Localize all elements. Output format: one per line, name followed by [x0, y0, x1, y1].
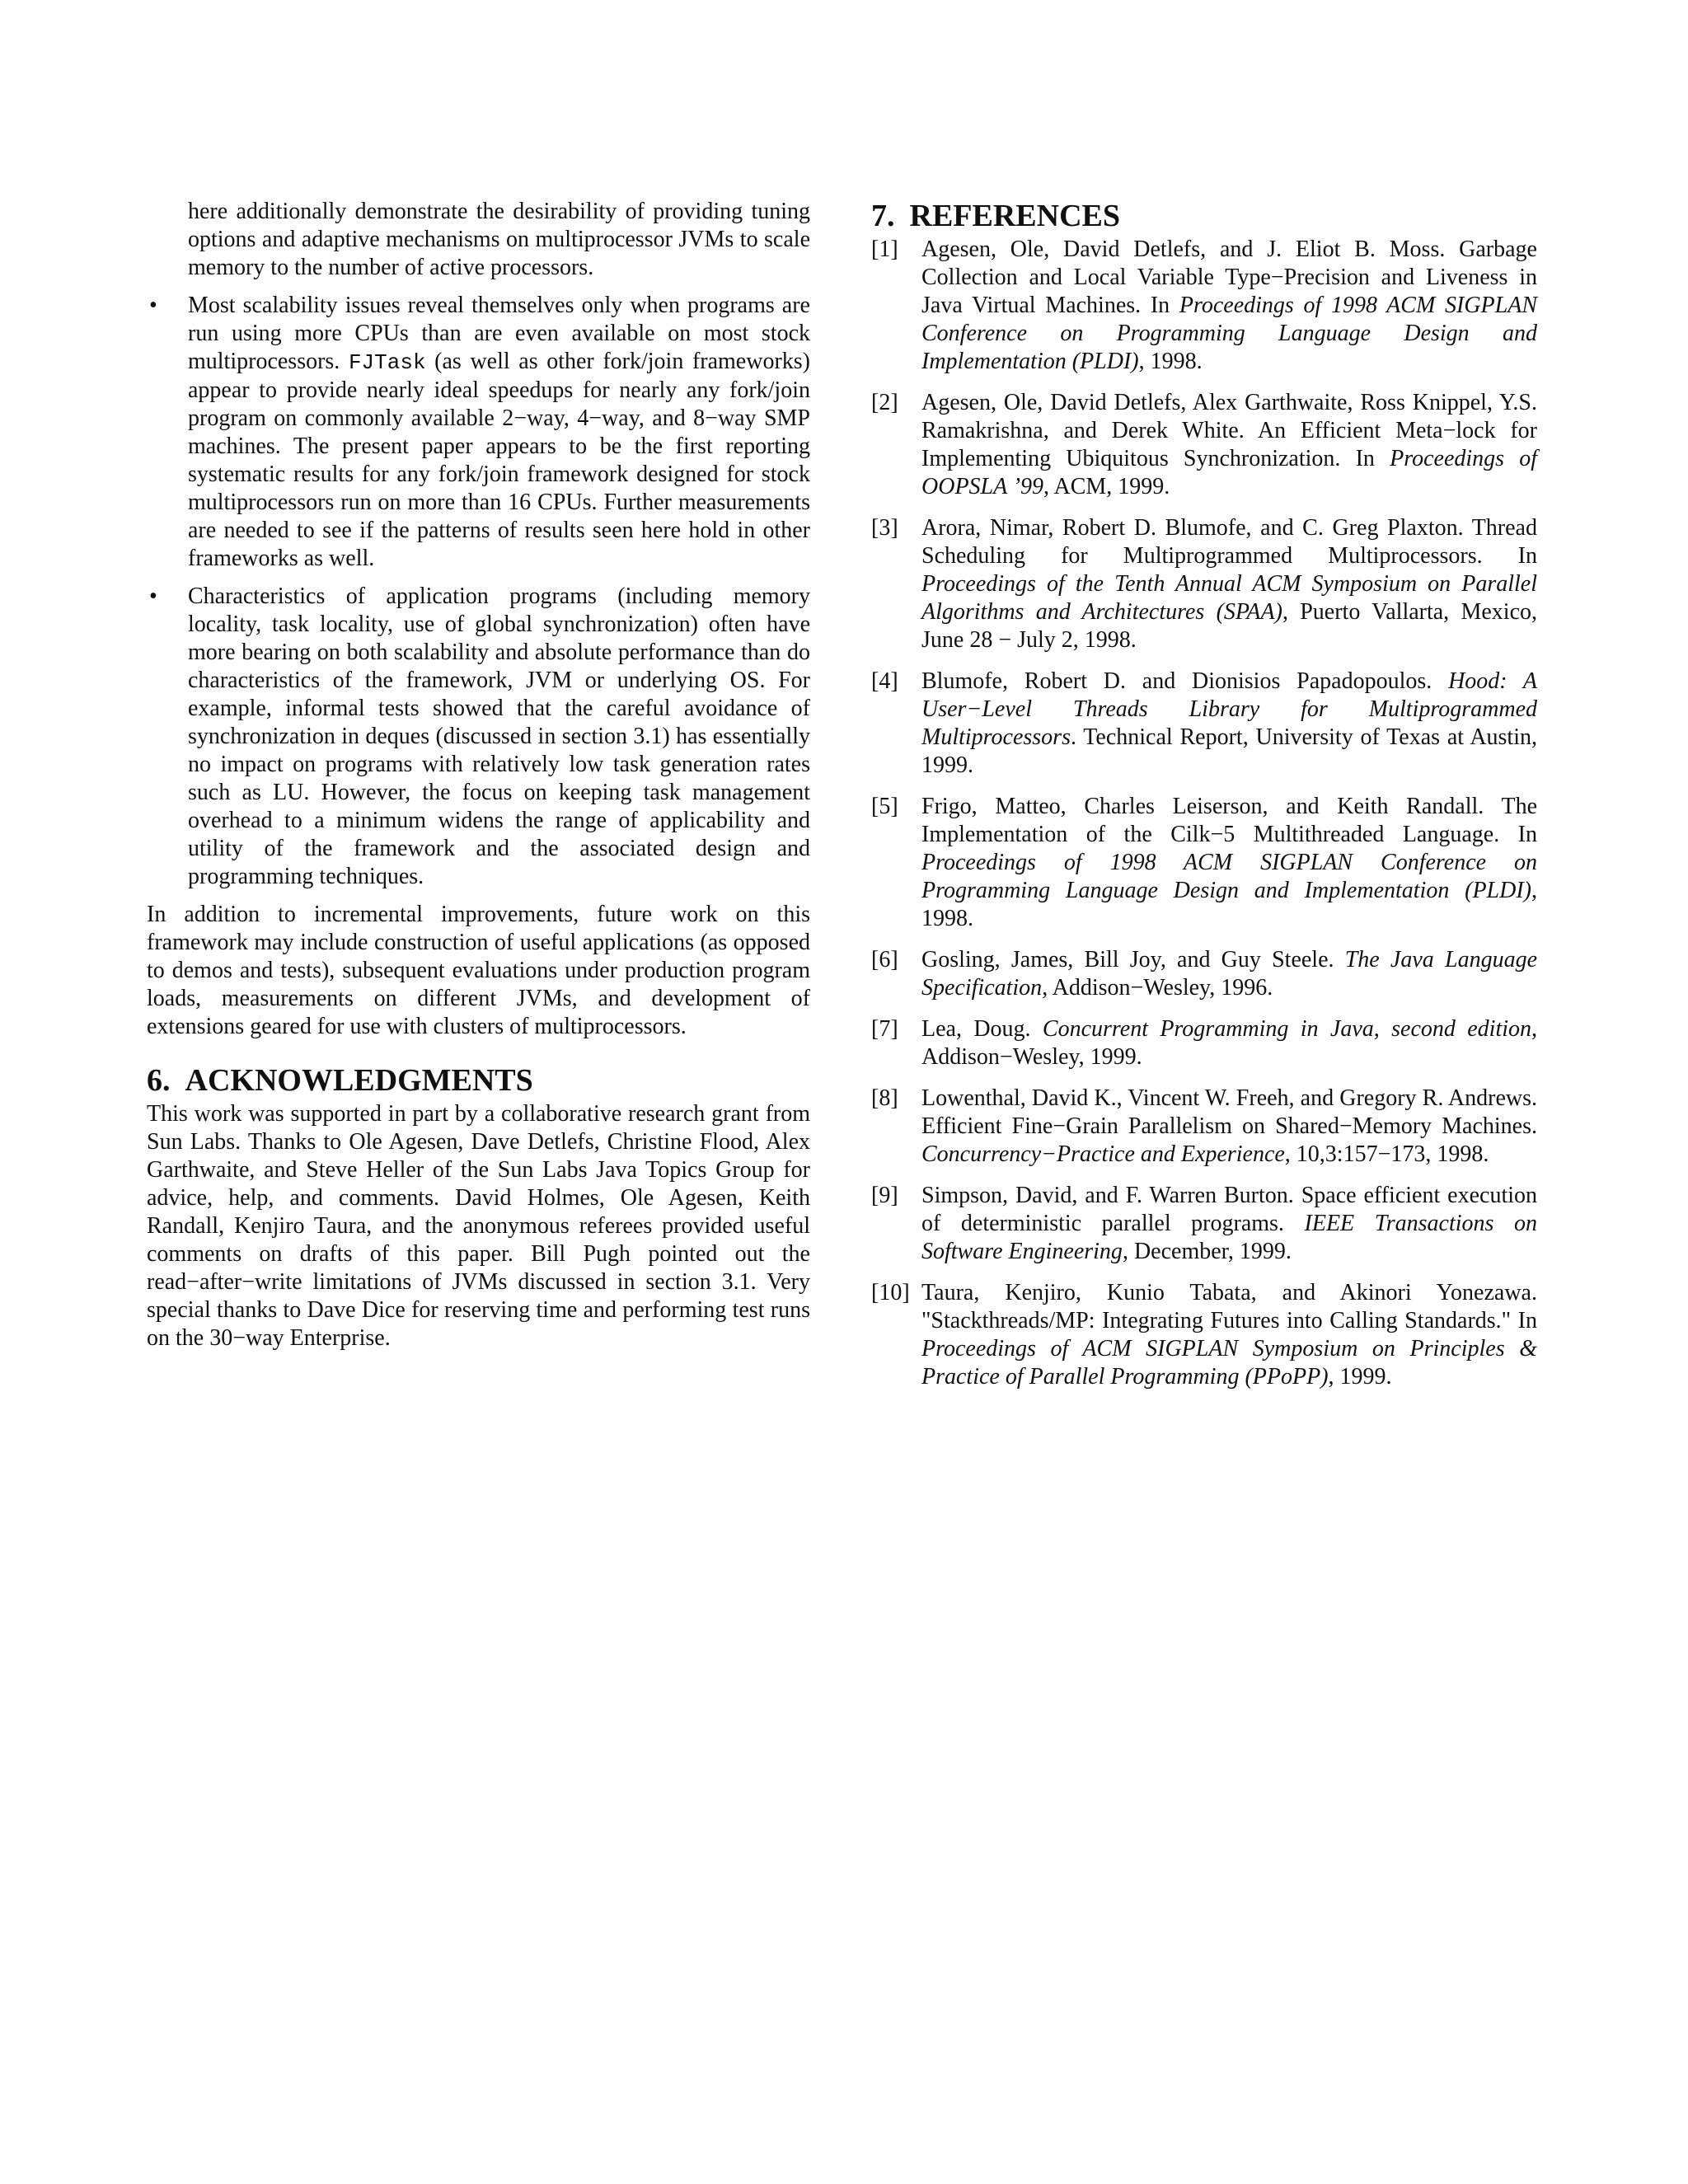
reference-venue: Proceedings of 1998 ACM SIGPLAN Conference on Programming Language Design and Implementation (PLDI): [921, 850, 1537, 903]
reference-item: [871, 389, 1537, 501]
reference-venue: Concurrency−Practice and Experience: [921, 1141, 1285, 1167]
reference-number: [5]: [871, 794, 898, 819]
reference-item: [871, 793, 1537, 933]
reference-authors-title: Simpson, David, and F. Warren Burton. Space efficient execution of deterministic parallel programs.: [921, 1183, 1537, 1236]
reference-authors-title: Arora, Nimar, Robert D. Blumofe, and C. Greg Plaxton. Thread Scheduling for Multiprogrammed Multiprocessors. In: [921, 515, 1537, 569]
reference-authors-title: Lea, Doug.: [921, 1016, 1043, 1042]
reference-number: [7]: [871, 1016, 898, 1042]
reference-item: [871, 1085, 1537, 1169]
heading-number: 6.: [147, 1063, 171, 1098]
reference-venue: Hood: A User−Level Threads Library for Multiprogrammed Multiprocessors: [921, 668, 1537, 750]
bullet-mark: •: [149, 293, 157, 318]
reference-text: [921, 389, 1537, 501]
future-work-paragraph: In addition to incremental improvements, future work on this framework may include construction of useful applications (as opposed to demos and tests), subsequent evaluations under production program loads, measurements on different JVMs, and development of extensions geared for use with clusters of multiprocessors.: [147, 902, 810, 1039]
reference-tail: , December, 1999.: [1122, 1239, 1292, 1264]
conclusion-bullets: [147, 292, 810, 891]
reference-item: [871, 1015, 1537, 1071]
reference-text: [921, 793, 1537, 933]
reference-item: [871, 514, 1537, 654]
reference-tail: . Technical Report, University of Texas at Austin, 1999.: [921, 724, 1537, 778]
reference-venue: Proceedings of 1998 ACM SIGPLAN Conference on Programming Language Design and Implementation (PLDI): [921, 293, 1537, 374]
reference-text: [921, 668, 1537, 780]
reference-text: [921, 1279, 1537, 1391]
reference-venue: Proceedings of OOPSLA ’99: [921, 446, 1538, 499]
reference-tail: , ACM, 1999.: [1043, 474, 1170, 499]
reference-number: [8]: [871, 1085, 898, 1111]
left-column: [147, 198, 810, 1352]
code-fjtask: FJTask: [348, 350, 426, 375]
reference-tail: , Addison−Wesley, 1996.: [1042, 975, 1273, 1001]
bullet-text: [188, 292, 810, 573]
reference-number: [1]: [871, 237, 898, 262]
reference-text: [921, 236, 1537, 376]
reference-authors-title: Blumofe, Robert D. and Dionisios Papadopoulos.: [921, 668, 1449, 694]
reference-item: [871, 1182, 1537, 1266]
reference-tail: , Puerto Vallarta, Mexico, June 28 − July 2, 1998.: [921, 599, 1537, 653]
reference-number: [6]: [871, 947, 898, 972]
reference-text: [921, 946, 1537, 1002]
reference-number: [4]: [871, 668, 898, 694]
continued-bullet-text: here additionally demonstrate the desirability of providing tuning options and adaptive mechanisms on multiprocessor JVMs to scale memory to the number of active processors.: [188, 199, 810, 280]
reference-item: [871, 1279, 1537, 1391]
reference-authors-title: Taura, Kenjiro, Kunio Tabata, and Akinori Yonezawa. "Stackthreads/MP: Integrating Futures into Calling Standards." In: [921, 1280, 1537, 1333]
reference-item: [871, 236, 1537, 376]
reference-number: [3]: [871, 515, 898, 541]
heading-title: ACKNOWLEDGMENTS: [185, 1063, 533, 1098]
reference-text: [921, 1182, 1537, 1266]
references-heading: [871, 198, 1537, 234]
reference-item: [871, 946, 1537, 1002]
heading-title: REFERENCES: [909, 199, 1120, 233]
reference-venue: Proceedings of the Tenth Annual ACM Symposium on Parallel Algorithms and Architectures (SPAA): [921, 571, 1537, 625]
reference-tail: , 10,3:157−173, 1998.: [1284, 1141, 1489, 1167]
acknowledgments-text: This work was supported in part by a collaborative research grant from Sun Labs. Thanks to Ole Agesen, Dave Detlefs, Christine Flood, Alex Garthwaite, and Steve Heller of the Sun Labs Java Topics Group for advice, help, and comments. David Holmes, Ole Agesen, Keith Randall, Kenjiro Taura, and the anonymous referees provided useful comments on drafts of this paper. Bill Pugh pointed out the read−after−write limitations of JVMs discussed in section 3.1. Very special thanks to Dave Dice for reserving time and performing test runs on the 30−way Enterprise.: [147, 1101, 810, 1351]
reference-authors-title: Gosling, James, Bill Joy, and Guy Steele.: [921, 947, 1345, 972]
reference-number: [9]: [871, 1183, 898, 1208]
reference-tail: , 1999.: [1328, 1364, 1392, 1390]
reference-tail: , Addison−Wesley, 1999.: [921, 1016, 1537, 1070]
bullet-item-characteristics: [147, 583, 810, 891]
reference-item: [871, 668, 1537, 780]
reference-venue: IEEE Transactions on Software Engineering: [921, 1211, 1538, 1264]
reference-text: [921, 1085, 1537, 1169]
bullet-text-start: Most scalability issues reveal themselves only when programs are run using more CPUs than are even available on most stock multiprocessors.: [188, 293, 810, 374]
reference-authors-title: Agesen, Ole, David Detlefs, Alex Garthwaite, Ross Knippel, Y.S. Ramakrishna, and Derek White. An Efficient Meta−lock for Implementing Ubiquitous Synchronization. In: [921, 390, 1537, 471]
reference-number: [2]: [871, 390, 898, 415]
bullet-text: Characteristics of application programs (including memory locality, task locality, use of global synchronization) often have more bearing on both scalability and absolute performance than do characteristics of the framework, JVM or underlying OS. For example, informal tests showed that the careful avoidance of synchronization in deques (discussed in section 3.1) has essentially no impact on programs with relatively low task generation rates such as LU. However, the focus on keeping task management overhead to a minimum widens the range of applicability and utility of the framework and the associated design and programming techniques.: [188, 583, 810, 889]
reference-venue: Proceedings of ACM SIGPLAN Symposium on Principles & Practice of Parallel Programming (PPoPP): [921, 1336, 1537, 1390]
bullet-mark: •: [149, 583, 157, 609]
reference-authors-title: Frigo, Matteo, Charles Leiserson, and Keith Randall. The Implementation of the Cilk−5 Multithreaded Language. In: [921, 794, 1537, 847]
reference-venue: The Java Language Specification: [921, 947, 1537, 1001]
reference-tail: , 1998.: [1138, 349, 1203, 374]
reference-tail: , 1998.: [921, 878, 1537, 931]
heading-number: 7.: [871, 199, 895, 233]
acknowledgments-heading: [147, 1062, 810, 1099]
reference-list: [871, 236, 1537, 1391]
reference-venue: Concurrent Programming in Java, second edition: [1042, 1016, 1531, 1042]
reference-authors-title: Lowenthal, David K., Vincent W. Freeh, and Gregory R. Andrews. Efficient Fine−Grain Parallelism on Shared−Memory Machines.: [921, 1085, 1537, 1139]
reference-number: [10]: [871, 1280, 910, 1305]
bullet-item-scalability: [147, 292, 810, 573]
right-column: [871, 198, 1537, 1404]
reference-text: [921, 1015, 1537, 1071]
bullet-text-end: (as well as other fork/join frameworks) appear to provide nearly ideal speedups for nearly any fork/join program on commonly available 2−way, 4−way, and 8−way SMP machines. The present paper appears to be the first reporting systematic results for any fork/join framework designed for stock multiprocessors run on more than 16 CPUs. Further measurements are needed to see if the patterns of results seen here hold in other frameworks as well.: [188, 349, 811, 571]
reference-text: [921, 514, 1537, 654]
reference-authors-title: Agesen, Ole, David Detlefs, and J. Eliot B. Moss. Garbage Collection and Local Variable Type−Precision and Liveness in Java Virtual Machines. In: [921, 237, 1537, 318]
